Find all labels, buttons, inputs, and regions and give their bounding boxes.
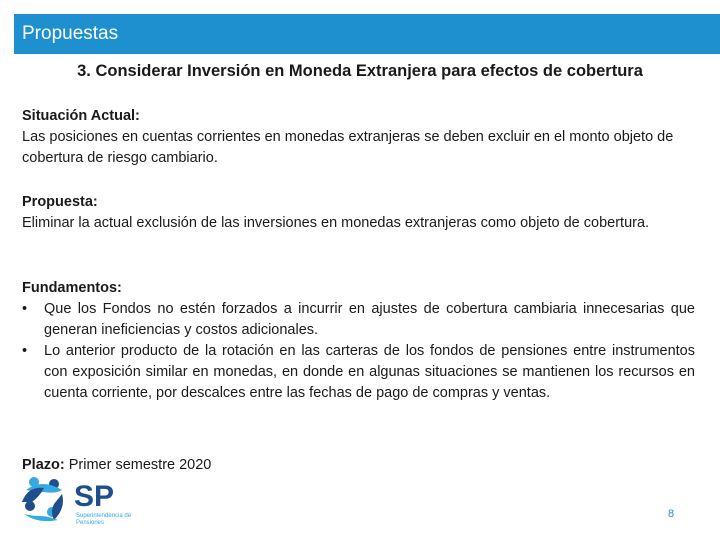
- header-bar: [14, 14, 720, 54]
- fundamentos-label: Fundamentos:: [22, 280, 122, 296]
- list-item: [22, 299, 695, 341]
- logo-line1: Superintendencia de: [76, 513, 132, 519]
- page-number: 8: [668, 508, 675, 520]
- header-title: Propuestas: [22, 23, 119, 44]
- propuesta-text: Eliminar la actual exclusión de las inversiones en monedas extranjeras como objeto de cobertura.: [22, 215, 650, 231]
- bullet-icon: •: [22, 301, 28, 317]
- propuesta-label: Propuesta:: [22, 194, 98, 210]
- fundamentos-section: [22, 278, 695, 404]
- logo-line2: Pensiones: [76, 520, 105, 526]
- sp-logo: [18, 472, 148, 528]
- bullet-icon: •: [22, 343, 28, 359]
- list-item: [22, 341, 695, 404]
- list-item-text: Que los Fondos no estén forzados a incurrir en ajustes de cobertura cambiaria innecesarias que generan ineficiencias y costos adicionales.: [44, 301, 695, 338]
- slide-subtitle: 3. Considerar Inversión en Moneda Extranjera para efectos de cobertura: [77, 62, 643, 80]
- plazo-label: Plazo:: [22, 457, 65, 473]
- situacion-section: [22, 106, 695, 169]
- logo-figures-icon: [18, 472, 148, 528]
- fundamentos-list: [22, 299, 695, 404]
- list-item-text: Lo anterior producto de la rotación en las carteras de los fondos de pensiones entre instrumentos con exposición similar en monedas, en donde en algunas situaciones se mantienen los recursos en cuenta corriente, por descalces entre las fechas de pago de compras y ventas.: [44, 343, 695, 401]
- situacion-text: Las posiciones en cuentas corrientes en monedas extranjeras se deben excluir en el monto objeto de cobertura de riesgo cambiario.: [22, 129, 674, 166]
- situacion-label: Situación Actual:: [22, 108, 140, 124]
- plazo-value: Primer semestre 2020: [68, 457, 212, 473]
- logo-initials: SP: [74, 480, 115, 513]
- propuesta-section: [22, 192, 695, 234]
